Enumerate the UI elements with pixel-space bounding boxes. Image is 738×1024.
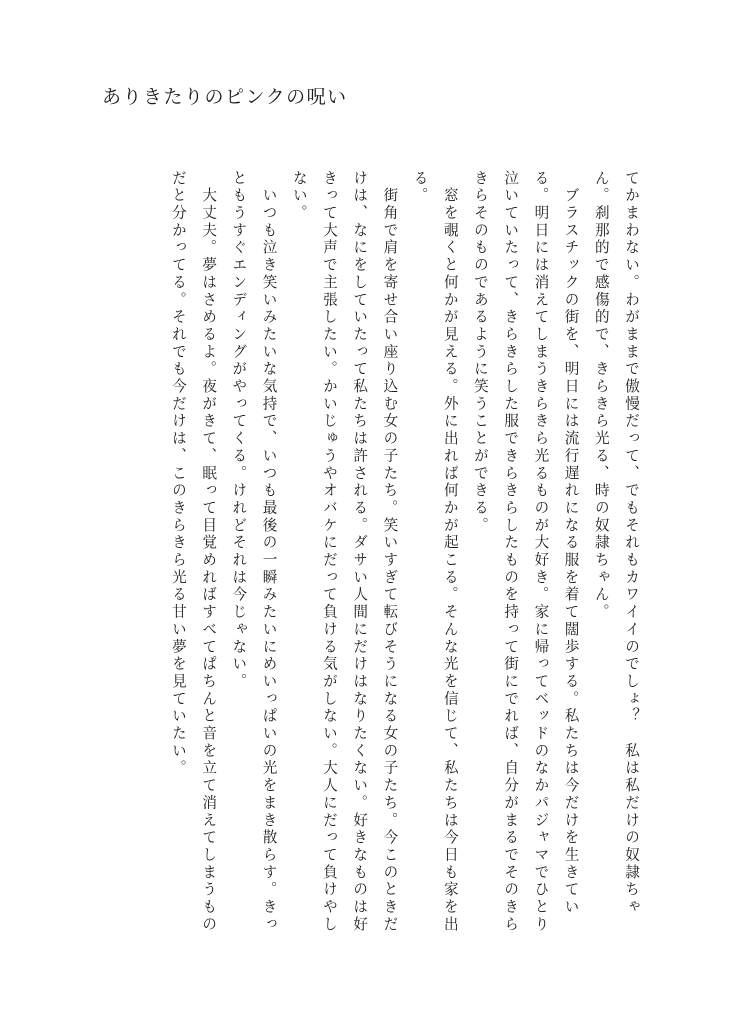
paragraph: いつも泣き笑いみたいな気持で、いつも最後の一瞬みたいにめいっぱいの光をまき散らす。きっともうすぐエンディングがやってくる。けれどそれは今じゃない。 xyxy=(230,170,278,934)
paragraph: 街角で肩を寄せ合い座り込む女の子たち。笑いすぎて転びそうになる女の子たち。今このときだけは、なにをしていたって私たちは許される。ダサい人間にだけはなりたくない。好きなものは好きって大声で主張したい。かいじゅうやオバケにだって負ける気がしない。大人にだって負けやしない。 xyxy=(290,170,399,934)
paragraph: てかまわない。わがままで傲慢だって、でもそれもカワイイのでしょ？ 私は私だけの奴隷ちゃん。刹那的で感傷的で、きらきら光る、時の奴隷ちゃん。 xyxy=(592,170,640,917)
paragraph: 大丈夫。夢はさめるよ。夜がきて、眠って目覚めればすべてぱちんと音を立て消えてしまうものだと分かってる。それでも今だけは、このきらきら光る甘い夢を見ていたい。 xyxy=(169,170,218,934)
paragraph: 窓を覗くと何かが見える。外に出れば何かが起こる。そんな光を信じて、私たちは今日も家を出る。 xyxy=(411,170,459,934)
document-title: ありきたりのピンクの呪い xyxy=(102,86,348,108)
paragraph: ブラスチックの街を、明日には流行遅れになる服を着て闊歩する。私たちは今だけを生きている。明日には消えてしまうきらきら光るものが大好き。家に帰ってベッドのなかパジャマでひとり泣いていたって、きらきらした服できらきらしたものを持って街にでれば、自分がまるでそのきらきらそのものであるように笑うことができる。 xyxy=(471,170,580,934)
document-body xyxy=(169,170,646,940)
